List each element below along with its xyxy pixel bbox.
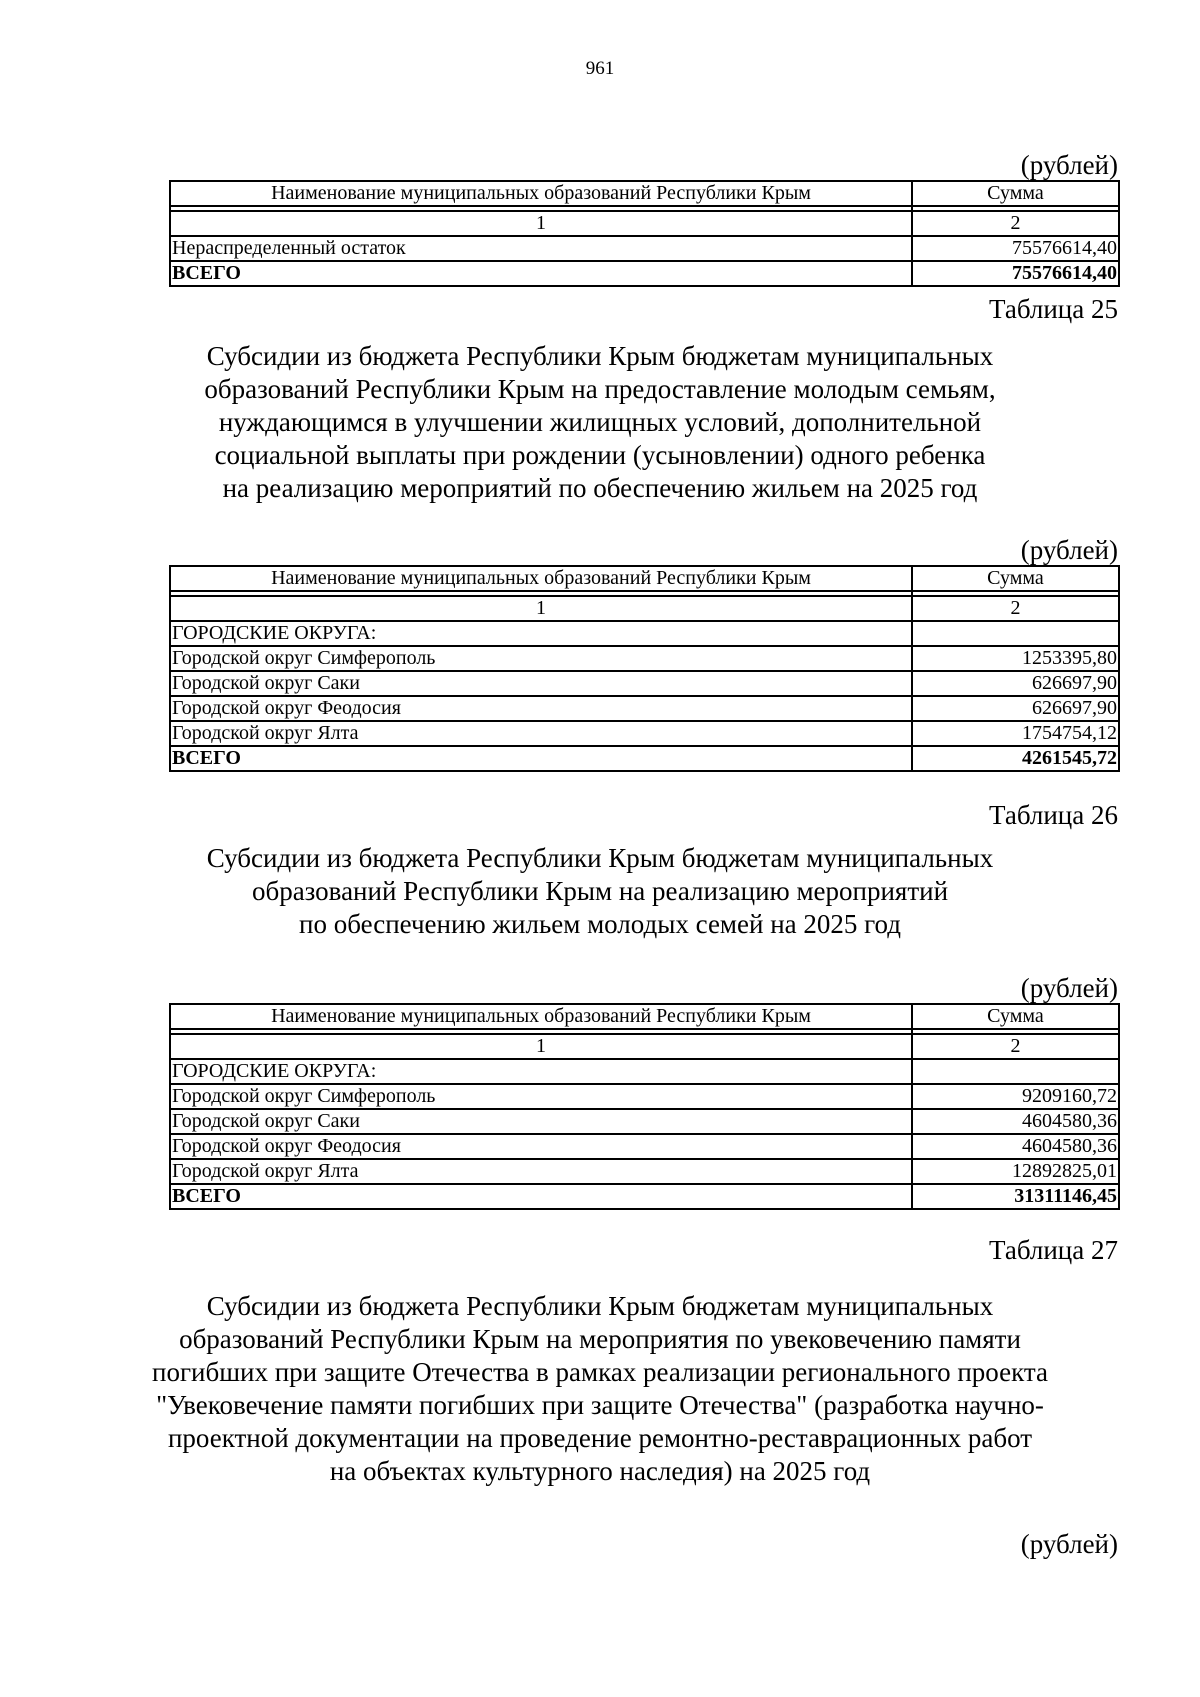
- table-row: Нераспределенный остаток 75576614,40: [172, 237, 1117, 259]
- table-row: Городской округ Феодосия 4604580,36: [172, 1135, 1117, 1157]
- table-row: Городской округ Симферополь 1253395,80: [172, 647, 1117, 669]
- total-row: ВСЕГО 4261545,72: [172, 747, 1117, 769]
- table-row: Городской округ Симферополь 9209160,72: [172, 1085, 1117, 1107]
- table-label: Таблица 27: [989, 1235, 1118, 1265]
- col-number: 2: [912, 211, 1119, 236]
- table-title: Субсидии из бюджета Республики Крым бюджетам муниципальных образований Республики Крым на предоставление молодым семьям, нуждающимся в улучшении жилищных условий, дополнительной социальной выплаты при рождении (усыновлении) одного ребенка на реализацию мероприятий по обеспечению жильем на 2025 год: [204, 341, 996, 503]
- table-row: Городской округ Саки 4604580,36: [172, 1110, 1117, 1132]
- total-row: ВСЕГО 31311146,45: [172, 1185, 1117, 1207]
- table-title: Субсидии из бюджета Республики Крым бюджетам муниципальных образований Республики Крым на реализацию мероприятий по обеспечению жильем молодых семей на 2025 год: [206, 843, 994, 939]
- col-number: 1: [170, 211, 912, 236]
- section-row: ГОРОДСКИЕ ОКРУГА:: [170, 621, 1119, 646]
- table-prev: [169, 180, 1120, 287]
- header-name: Наименование муниципальных образований Республики Крым: [170, 181, 912, 206]
- table-label: Таблица 25: [989, 294, 1118, 324]
- unit-label: (рублей): [1020, 535, 1118, 565]
- section-row: ГОРОДСКИЕ ОКРУГА:: [170, 1059, 1119, 1084]
- table-row: Городской округ Феодосия 626697,90: [172, 697, 1117, 719]
- table-26: Наименование муниципальных образований Республики Крым Сумма 1 2 ГОРОДСКИЕ ОКРУГА: Городской округ Симферополь 9209160,72 Городской округ Саки 4604580,36 Городской округ Феодосия 4604580,36 Городской округ Ялта 12892825,01 ВСЕГО 31311146,45: [172, 1005, 1117, 1207]
- table-row: Городской округ Ялта 1754754,12: [172, 722, 1117, 744]
- unit-label: (рублей): [1020, 150, 1118, 180]
- table-title: Субсидии из бюджета Республики Крым бюджетам муниципальных образований Республики Крым на мероприятия по увековечению памяти погибших при защите Отечества в рамках реализации регионального проекта "Увековечение памяти погибших при защите Отечества" (разработка научно- проектной документации на проведение ремонтно-реставрационных работ на объектах культурного наследия) на 2025 год: [152, 1291, 1048, 1486]
- unit-label: (рублей): [1020, 1529, 1118, 1559]
- table-row: Городской округ Ялта 12892825,01: [172, 1160, 1117, 1182]
- table-label: Таблица 26: [989, 800, 1118, 830]
- table-25: Наименование муниципальных образований Республики Крым Сумма 1 2 ГОРОДСКИЕ ОКРУГА: Городской округ Симферополь 1253395,80 Городской округ Саки 626697,90 Городской округ Феодосия 626697,90 Городской округ Ялта 1754754,12 ВСЕГО 4261545,72: [172, 567, 1117, 769]
- table-row: Городской округ Саки 626697,90: [172, 672, 1117, 694]
- unit-label: (рублей): [1020, 973, 1118, 1003]
- page-number: 961: [585, 58, 615, 79]
- total-row: ВСЕГО 75576614,40: [172, 262, 1117, 284]
- header-sum: Сумма: [912, 181, 1119, 206]
